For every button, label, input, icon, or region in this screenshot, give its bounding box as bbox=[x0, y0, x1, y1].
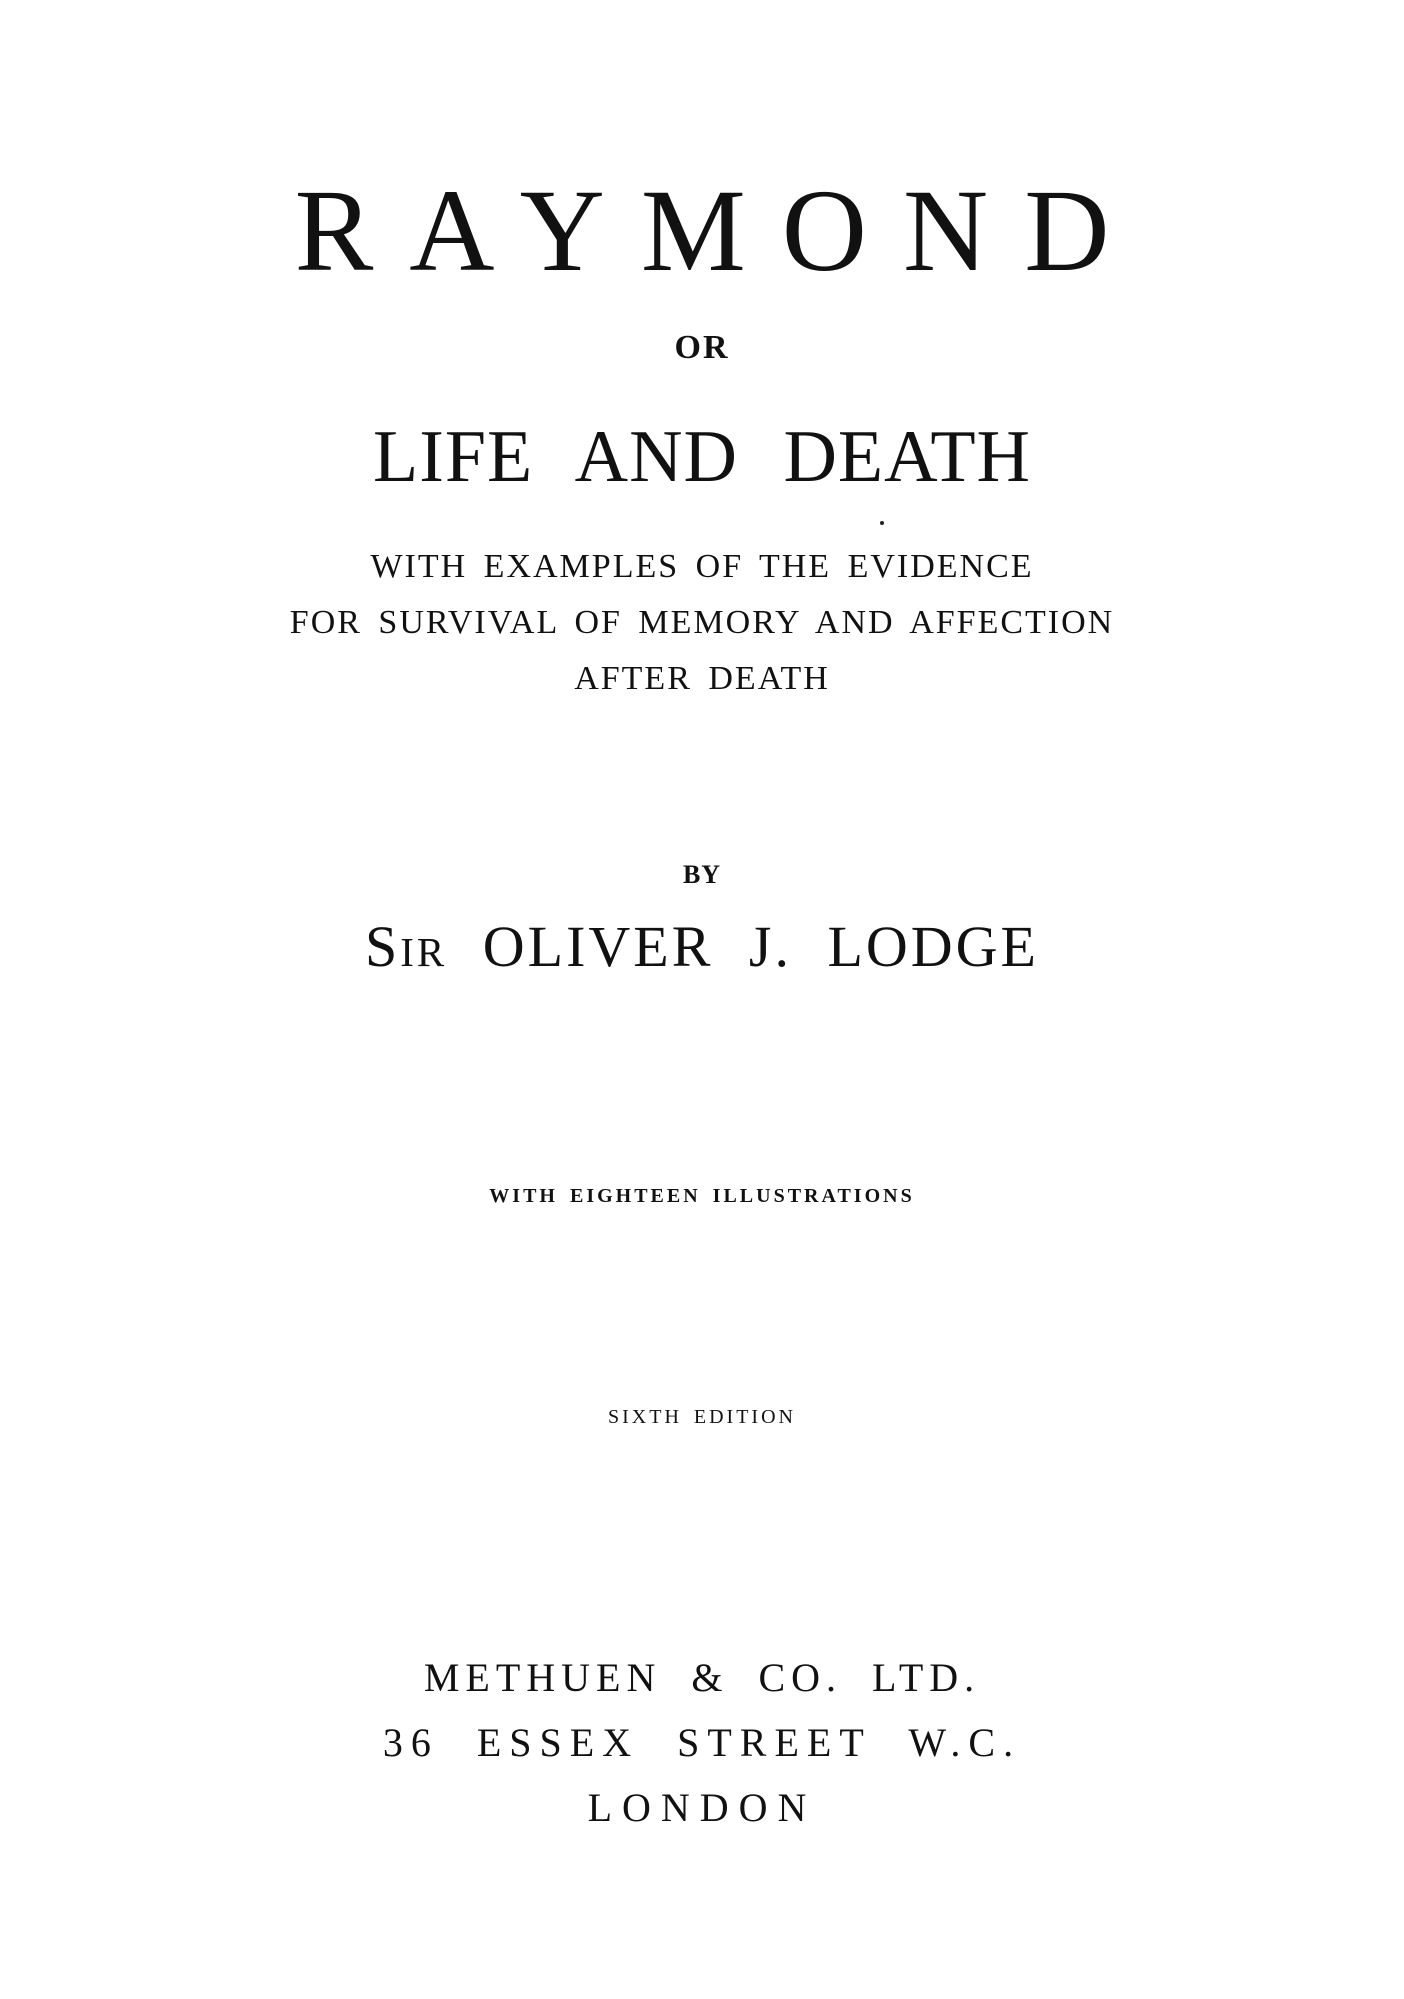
author-line bbox=[0, 914, 1404, 979]
author-name: OLIVER J. LODGE bbox=[482, 914, 1039, 979]
illustrations-note: WITH EIGHTEEN ILLUSTRATIONS bbox=[489, 1185, 915, 1207]
description-line-3: AFTER DEATH bbox=[574, 660, 830, 697]
description-line-1: WITH EXAMPLES OF THE EVIDENCE bbox=[370, 548, 1034, 585]
publisher-address: 36 ESSEX STREET W.C. bbox=[382, 1720, 1022, 1765]
author-honorific: Sir bbox=[365, 914, 448, 979]
by-label: BY bbox=[682, 860, 722, 889]
title-connector: OR bbox=[674, 329, 730, 366]
book-subtitle: LIFE AND DEATH bbox=[373, 416, 1031, 498]
edition-note: SIXTH EDITION bbox=[608, 1406, 796, 1428]
book-title: RAYMOND bbox=[294, 165, 1146, 296]
description-line-2: FOR SURVIVAL OF MEMORY AND AFFECTION bbox=[289, 604, 1115, 641]
publisher-city: LONDON bbox=[587, 1785, 817, 1830]
print-speck bbox=[880, 521, 884, 525]
publisher-name: METHUEN & CO. LTD. bbox=[423, 1655, 981, 1700]
